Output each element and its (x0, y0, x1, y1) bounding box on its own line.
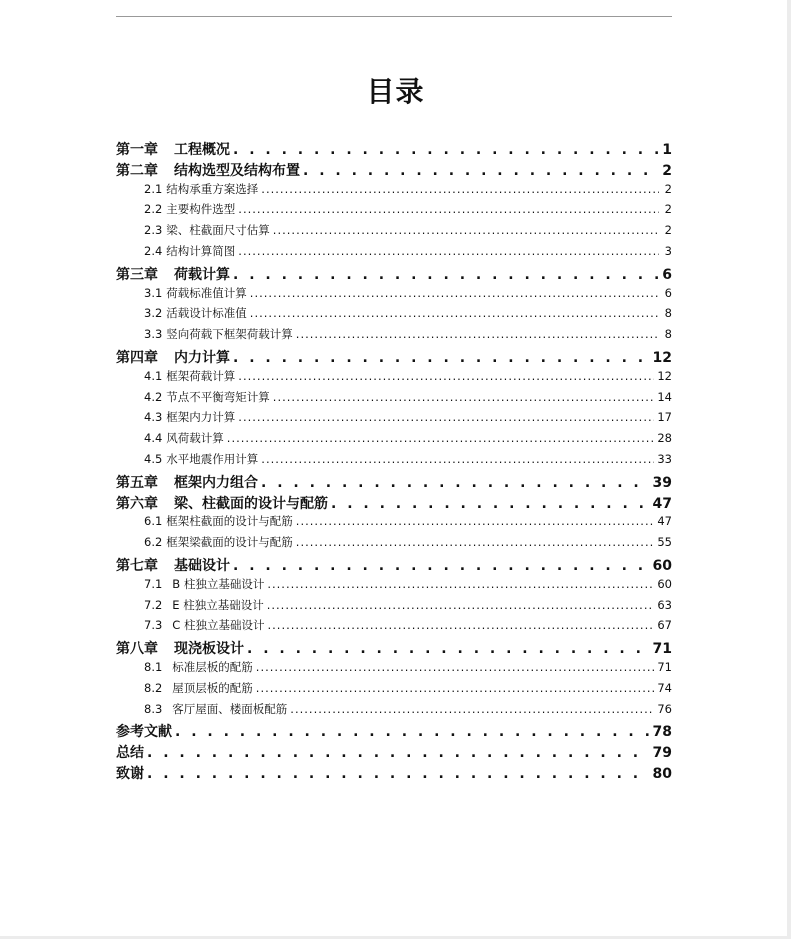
toc-entry-title: 荷载标准值计算 (166, 285, 247, 300)
toc-entry-number: 第七章 (116, 557, 158, 574)
toc-entry-number: 3.1 (144, 285, 163, 300)
toc-chapter-entry[interactable] (116, 472, 672, 493)
toc-dot-leader (238, 202, 659, 216)
toc-entry-number: 4.5 (144, 451, 163, 466)
toc-page-number: 76 (657, 701, 672, 716)
toc-entry-title: E 柱独立基础设计 (172, 597, 264, 612)
toc-chapter-entry[interactable] (116, 264, 672, 285)
toc-entry-number: 第三章 (116, 266, 158, 283)
toc-entry-number: 8.3 (144, 701, 163, 716)
toc-entry-title: 竖向荷载下框架荷载计算 (166, 327, 293, 342)
toc-section-entry[interactable] (116, 181, 672, 202)
toc-entry-title: 梁、柱截面的设计与配筋 (174, 495, 328, 512)
toc-dot-leader (147, 766, 650, 782)
toc-entry-title: B 柱独立基础设计 (172, 576, 265, 591)
toc-entry-title: 结构承重方案选择 (166, 181, 259, 196)
toc-section-entry[interactable] (116, 326, 672, 347)
toc-page-number: 1 (662, 142, 672, 158)
toc-page-number: 47 (657, 514, 672, 529)
toc-page-number: 2 (664, 181, 672, 196)
toc-chapter-entry[interactable] (116, 763, 672, 784)
toc-entry-number: 7.2 (144, 597, 163, 612)
toc-entry-title: 荷载计算 (174, 266, 230, 283)
toc-page-number: 12 (652, 349, 672, 366)
toc-entry-title: 屋顶层板的配筋 (172, 680, 253, 695)
toc-section-entry[interactable] (116, 222, 672, 243)
toc-page-number: 55 (657, 535, 672, 550)
toc-entry-number: 2.3 (144, 223, 163, 238)
toc-entry-number: 第一章 (116, 142, 158, 158)
toc-dot-leader (331, 496, 650, 512)
toc-entry-number: 4.3 (144, 410, 163, 425)
toc-dot-leader (267, 618, 654, 632)
toc-entry-number: 8.2 (144, 680, 163, 695)
toc-dot-leader (273, 223, 659, 237)
toc-page-number: 17 (657, 410, 672, 425)
toc-section-entry[interactable] (116, 409, 672, 430)
toc-entry-title: 客厅屋面、楼面板配筋 (172, 701, 288, 716)
toc-dot-leader (261, 475, 650, 491)
toc-entry-title: 水平地震作用计算 (166, 451, 259, 466)
toc-entry-title: 工程概况 (174, 142, 230, 158)
toc-dot-leader (147, 745, 650, 761)
toc-section-entry[interactable] (116, 513, 672, 534)
toc-entry-title: 内力计算 (174, 349, 230, 366)
toc-section-entry[interactable] (116, 680, 672, 701)
toc-entry-number: 第五章 (116, 474, 158, 491)
toc-dot-leader (296, 327, 659, 341)
toc-entry-number: 7.1 (144, 576, 163, 591)
toc-dot-leader (233, 558, 650, 574)
toc-page-number: 6 (664, 285, 672, 300)
toc-page-number: 39 (652, 474, 672, 491)
toc-dot-leader (290, 702, 654, 716)
toc-page-number: 67 (657, 618, 672, 633)
toc-entry-title: 框架内力组合 (174, 474, 258, 491)
toc-entry-number: 4.2 (144, 389, 163, 404)
toc-dot-leader (233, 267, 659, 283)
toc-dot-leader (261, 182, 659, 196)
page-edge-shadow (787, 0, 791, 939)
toc-dot-leader (296, 514, 655, 528)
toc-entry-title: 结构计算简图 (166, 243, 236, 258)
toc-page-number: 2 (662, 162, 672, 179)
toc-section-entry[interactable] (116, 576, 672, 597)
toc-entry-title: 总结 (116, 745, 144, 762)
toc-dot-leader (227, 431, 655, 445)
toc-chapter-entry[interactable] (116, 160, 672, 181)
toc-section-entry[interactable] (116, 201, 672, 222)
toc-page-number: 33 (657, 451, 672, 466)
toc-entry-number: 第四章 (116, 349, 158, 366)
toc-section-entry[interactable] (116, 451, 672, 472)
toc-entry-number: 2.4 (144, 243, 163, 258)
toc-dot-leader (250, 286, 659, 300)
toc-page-number: 8 (664, 327, 672, 342)
toc-entry-title: 现浇板设计 (174, 641, 244, 658)
toc-entry-number: 6.2 (144, 535, 163, 550)
page-title: 目录 (366, 75, 425, 108)
toc-entry-title: 参考文献 (116, 724, 172, 741)
toc-dot-leader (256, 660, 655, 674)
toc-entry-title: 节点不平衡弯矩计算 (166, 389, 270, 404)
toc-page-number: 80 (652, 765, 672, 782)
toc-entry-number: 3.3 (144, 327, 163, 342)
toc-dot-leader (296, 535, 655, 549)
header-rule (116, 16, 672, 17)
toc-page-number: 60 (657, 576, 672, 591)
toc-entry-number: 2.1 (144, 181, 163, 196)
toc-entry-title: 梁、柱截面尺寸估算 (166, 223, 270, 238)
toc-entry-title: 框架内力计算 (166, 410, 236, 425)
toc-dot-leader (250, 306, 659, 320)
toc-chapter-entry[interactable] (116, 721, 672, 742)
toc-entry-title: 框架梁截面的设计与配筋 (166, 535, 293, 550)
toc-section-entry[interactable] (116, 534, 672, 555)
toc-page-number: 47 (652, 495, 672, 512)
toc-entry-number: 3.2 (144, 306, 163, 321)
toc-section-entry[interactable] (116, 597, 672, 618)
toc-dot-leader (261, 452, 654, 466)
toc-entry-title: 结构选型及结构布置 (174, 162, 300, 179)
toc-section-entry[interactable] (116, 701, 672, 722)
toc-entry-number: 第二章 (116, 162, 158, 179)
toc-dot-leader (238, 410, 654, 424)
toc-entry-number: 6.1 (144, 514, 163, 529)
toc-entry-title: 主要构件选型 (166, 202, 236, 217)
toc-entry-number: 4.1 (144, 368, 163, 383)
toc-page-number: 71 (657, 659, 672, 674)
toc-page-number: 12 (657, 368, 672, 383)
toc-page-number: 28 (657, 431, 672, 446)
toc-dot-leader (267, 598, 655, 612)
toc-page-number: 6 (662, 266, 672, 283)
toc-chapter-entry[interactable] (116, 139, 672, 160)
toc-entry-title: C 柱独立基础设计 (172, 618, 265, 633)
toc-entry-number: 8.1 (144, 659, 163, 674)
toc-entry-title: 框架柱截面的设计与配筋 (166, 514, 293, 529)
toc-page-number: 2 (664, 223, 672, 238)
toc-page-number: 3 (664, 243, 672, 258)
toc-entry-title: 标准层板的配筋 (172, 659, 253, 674)
toc-entry-title: 活载设计标准值 (166, 306, 247, 321)
toc-page-number: 63 (657, 597, 672, 612)
toc-page-number: 79 (652, 745, 672, 762)
toc-entry-title: 框架荷载计算 (166, 368, 236, 383)
toc-page-number: 8 (664, 306, 672, 321)
toc-dot-leader (267, 577, 654, 591)
toc-entry-number: 第六章 (116, 495, 158, 512)
toc-dot-leader (247, 641, 650, 657)
toc-entry-number: 4.4 (144, 431, 163, 446)
toc-section-entry[interactable] (116, 617, 672, 638)
toc-page-number: 60 (652, 557, 672, 574)
toc-section-entry[interactable] (116, 430, 672, 451)
toc-dot-leader (303, 163, 659, 179)
toc-page-number: 71 (652, 641, 672, 658)
toc-chapter-entry[interactable] (116, 555, 672, 576)
toc-page-number: 2 (664, 202, 672, 217)
toc-chapter-entry[interactable] (116, 493, 672, 514)
toc-section-entry[interactable] (116, 305, 672, 326)
toc-section-entry[interactable] (116, 389, 672, 410)
toc-page-number: 74 (657, 680, 672, 695)
toc-chapter-entry[interactable] (116, 347, 672, 368)
toc-chapter-entry[interactable] (116, 638, 672, 659)
table-of-contents (116, 139, 672, 784)
toc-entry-title: 致谢 (116, 765, 144, 782)
toc-dot-leader (273, 390, 655, 404)
toc-section-entry[interactable] (116, 368, 672, 389)
toc-dot-leader (233, 350, 650, 366)
toc-section-entry[interactable] (116, 285, 672, 306)
toc-dot-leader (175, 724, 650, 740)
toc-page-number: 78 (652, 724, 672, 741)
toc-entry-title: 风荷载计算 (166, 431, 224, 446)
toc-page-number: 14 (657, 389, 672, 404)
toc-section-entry[interactable] (116, 243, 672, 264)
toc-dot-leader (238, 244, 659, 258)
toc-section-entry[interactable] (116, 659, 672, 680)
toc-dot-leader (256, 681, 655, 695)
toc-dot-leader (238, 369, 654, 383)
toc-dot-leader (233, 142, 659, 158)
toc-entry-number: 7.3 (144, 618, 163, 633)
toc-chapter-entry[interactable] (116, 742, 672, 763)
toc-entry-number: 第八章 (116, 641, 158, 658)
toc-entry-number: 2.2 (144, 202, 163, 217)
toc-entry-title: 基础设计 (174, 557, 230, 574)
